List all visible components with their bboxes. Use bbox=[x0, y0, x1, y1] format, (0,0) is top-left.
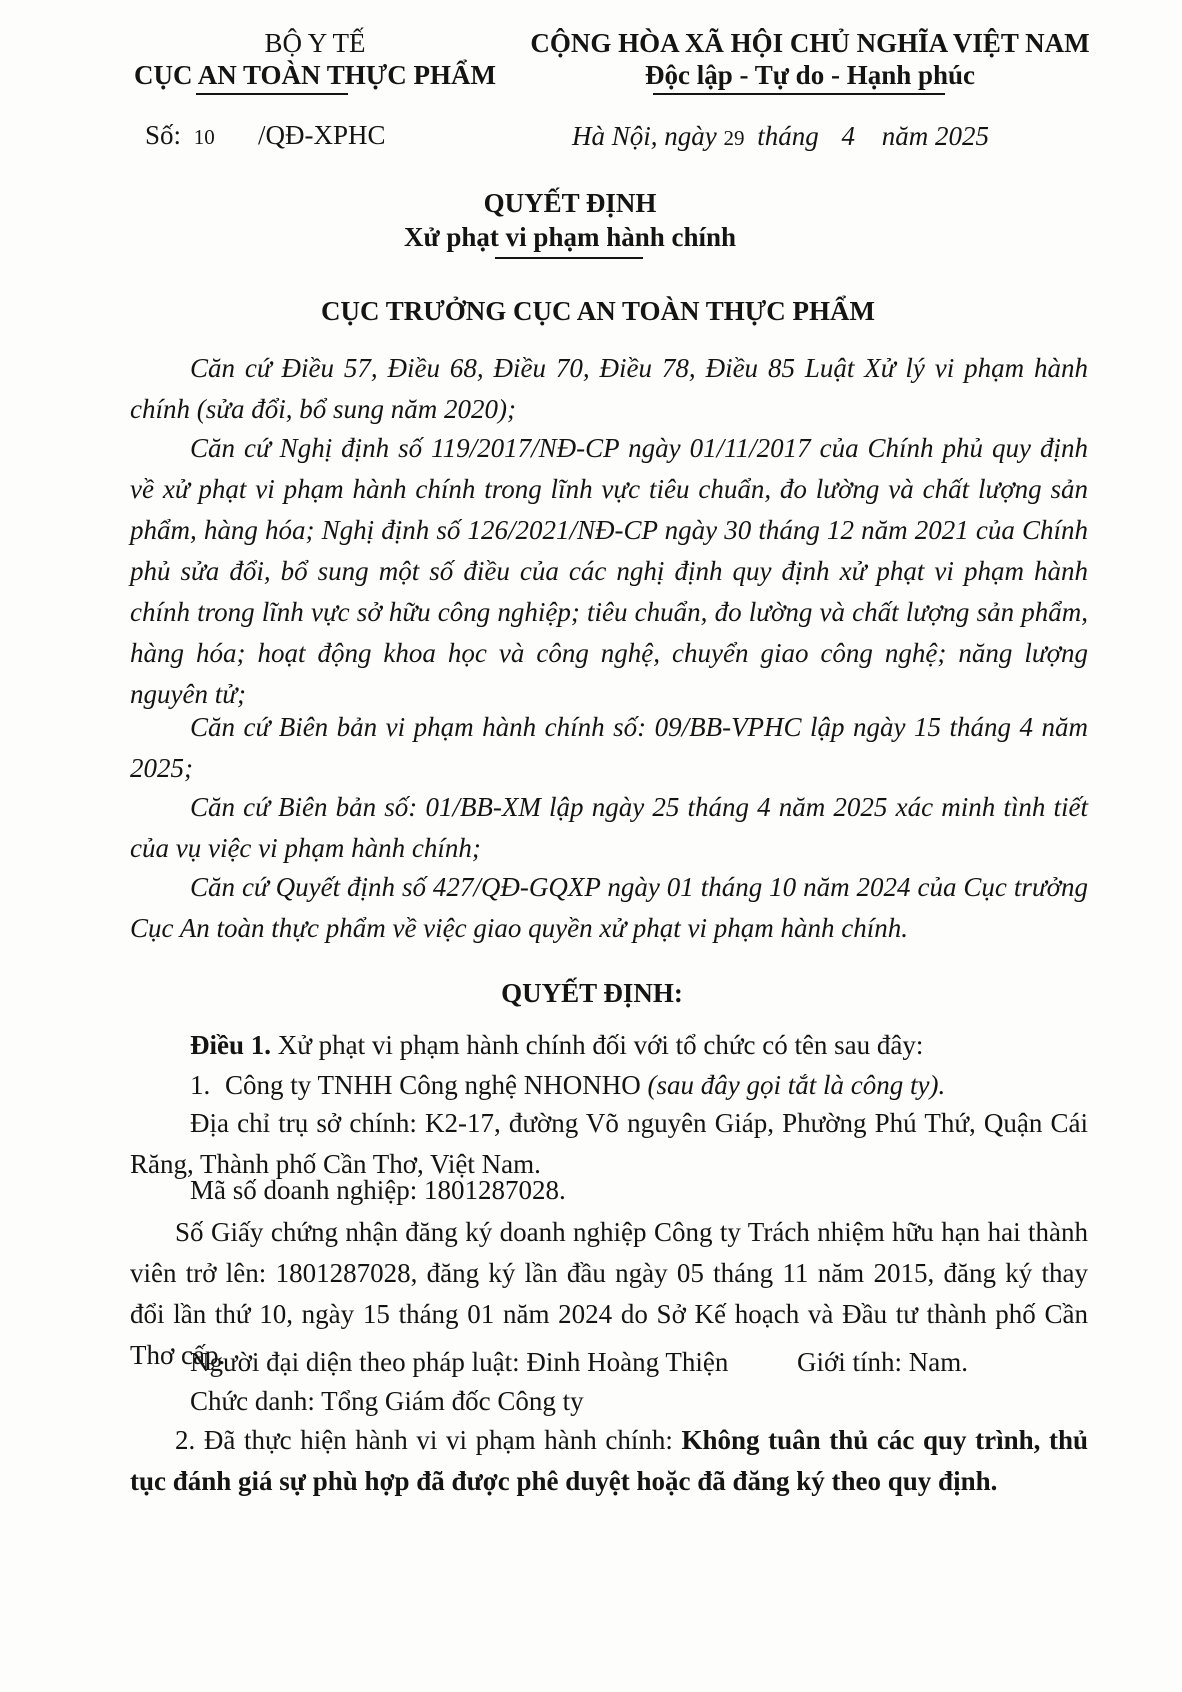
document-number bbox=[145, 120, 215, 151]
date-year-label: năm bbox=[881, 121, 929, 151]
date-month-label: tháng bbox=[757, 121, 819, 151]
date-month: 4 bbox=[841, 121, 856, 151]
legal-basis-2: Căn cứ Nghị định số 119/2017/NĐ-CP ngày 01/11/2017 của Chính phủ quy định về xử phạt vi phạm hành chính trong lĩnh vực tiêu chuẩn, đo lường và chất lượng sản phẩm, hàng hóa; Nghị định số 126/2021/NĐ-CP ngày 30 tháng 12 năm 2021 của Chính phủ sửa đổi, bổ sung một số điều của các nghị định quy định xử phạt vi phạm hành chính trong lĩnh vực sở hữu công nghiệp; tiêu chuẩn, đo lường và chất lượng sản phẩm, hàng hóa; hoạt động khoa học và công nghệ, chuyển giao công nghệ; năng lượng nguyên tử; bbox=[130, 433, 1088, 709]
tax-code: Mã số doanh nghiệp: 1801287028. bbox=[190, 1175, 566, 1205]
item-2-prefix: 2. Đã thực hiện hành vi vi phạm hành chính: bbox=[175, 1425, 673, 1455]
issue-date bbox=[572, 121, 989, 152]
agency-underline bbox=[196, 93, 348, 95]
legal-basis-3: Căn cứ Biên bản vi phạm hành chính số: 09/BB-VPHC lập ngày 15 tháng 4 năm 2025; bbox=[130, 712, 1088, 783]
ministry-name: BỘ Y TẾ bbox=[264, 28, 366, 58]
article-1-label: Điều 1. bbox=[190, 1030, 271, 1060]
national-motto: Độc lập - Tự do - Hạnh phúc bbox=[644, 60, 976, 90]
legal-basis-4: Căn cứ Biên bản số: 01/BB-XM lập ngày 25 tháng 4 năm 2025 xác minh tình tiết của vụ việc vi phạm hành chính; bbox=[130, 792, 1088, 863]
article-1-text: Xử phạt vi phạm hành chính đối với tổ chức có tên sau đây: bbox=[277, 1030, 924, 1060]
motto-underline bbox=[653, 93, 945, 95]
legal-representative: Người đại diện theo pháp luật: Đinh Hoàng Thiện bbox=[190, 1347, 729, 1377]
company-address: Địa chỉ trụ sở chính: K2-17, đường Võ nguyên Giáp, Phường Phú Thứ, Quận Cái Răng, Thành phố Cần Thơ, Việt Nam. bbox=[130, 1108, 1088, 1179]
legal-basis-1: Căn cứ Điều 57, Điều 68, Điều 70, Điều 78, Điều 85 Luật Xử lý vi phạm hành chính (sửa đổi, bổ sung năm 2020); bbox=[130, 353, 1088, 424]
representative-position: Chức danh: Tổng Giám đốc Công ty bbox=[190, 1386, 584, 1416]
item-1-company bbox=[190, 1070, 945, 1101]
article-1 bbox=[190, 1030, 923, 1061]
date-day: 29 bbox=[723, 126, 745, 150]
document-subtitle: Xử phạt vi phạm hành chính bbox=[403, 222, 737, 252]
date-prefix: Hà Nội, ngày bbox=[572, 121, 717, 151]
agency-name: CỤC AN TOÀN THỰC PHẨM bbox=[133, 60, 497, 90]
title-underline bbox=[495, 257, 643, 259]
number-value: 10 bbox=[193, 125, 215, 149]
issuing-authority: CỤC TRƯỞNG CỤC AN TOÀN THỰC PHẨM bbox=[320, 296, 876, 326]
item-2-violation bbox=[130, 1420, 1088, 1502]
number-label: Số: bbox=[145, 120, 182, 150]
country-name: CỘNG HÒA XÃ HỘI CHỦ NGHĨA VIỆT NAM bbox=[530, 28, 1090, 58]
date-year: 2025 bbox=[935, 121, 990, 151]
representative-gender: Giới tính: Nam. bbox=[797, 1347, 969, 1377]
number-suffix: /QĐ-XPHC bbox=[258, 120, 386, 150]
legal-basis-5: Căn cứ Quyết định số 427/QĐ-GQXP ngày 01 tháng 10 năm 2024 của Cục trưởng Cục An toàn thực phẩm về việc giao quyền xử phạt vi phạm hành chính. bbox=[130, 872, 1088, 943]
violation-description: Không tuân thủ các quy trình, thủ tục đánh giá sự phù hợp đã được phê duyệt hoặc đã đăng ký theo quy định. bbox=[130, 1425, 1089, 1496]
document-title: QUYẾT ĐỊNH bbox=[483, 188, 657, 218]
company-name: Công ty TNHH Công nghệ NHONHO bbox=[225, 1070, 641, 1100]
item-1-number: 1. bbox=[190, 1070, 211, 1100]
decision-heading: QUYẾT ĐỊNH: bbox=[501, 978, 683, 1008]
company-note: (sau đây gọi tắt là công ty). bbox=[647, 1070, 946, 1100]
registration-info: Số Giấy chứng nhận đăng ký doanh nghiệp Công ty Trách nhiệm hữu hạn hai thành viên trở lên: 1801287028, đăng ký lần đầu ngày 05 tháng 11 năm 2015, đăng ký thay đổi lần thứ 10, ngày 15 tháng 01 năm 2024 do Sở Kế hoạch và Đầu tư thành phố Cần Thơ cấp. bbox=[130, 1217, 1088, 1370]
